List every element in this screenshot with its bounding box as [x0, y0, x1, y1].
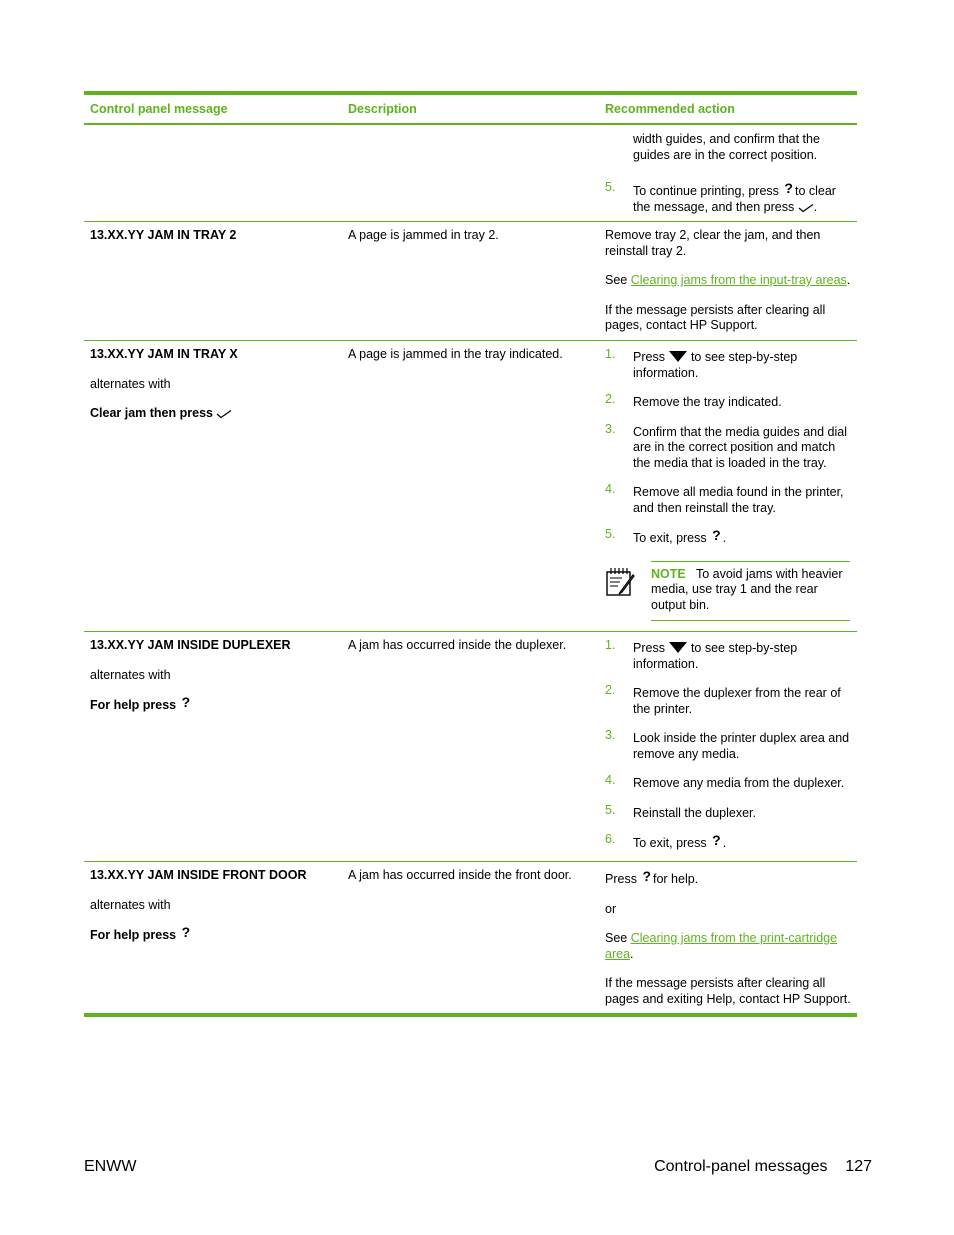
link-clearing-jams-input-tray[interactable]: Clearing jams from the input-tray areas [630, 273, 847, 287]
step-item [605, 728, 855, 762]
or-text: or [605, 901, 617, 916]
header-recommended-action: Recommended action [605, 102, 735, 116]
step-number: 4. [605, 773, 616, 787]
step-text: to see step-by-step information. [633, 350, 798, 380]
link-clearing-jams-print-cartridge[interactable]: Clearing jams from the print-cartridge area [605, 931, 838, 961]
footer-section-title: Control-panel messages [654, 1158, 828, 1175]
step-text: Remove the duplexer from the rear of the printer. [633, 686, 841, 716]
step-item [605, 773, 855, 792]
alternates-text: alternates with [90, 897, 171, 912]
step-item [605, 392, 855, 411]
step-number: 4. [605, 482, 616, 496]
table-row-jam-in-tray-x [84, 341, 857, 632]
message-alt-label: For help press [90, 928, 177, 942]
message-text: 13.XX.YY JAM INSIDE DUPLEXER [90, 638, 291, 652]
table-row-jam-inside-front-door [84, 862, 857, 1012]
step-text: . [813, 199, 818, 214]
see-suffix: . [630, 946, 634, 961]
down-arrow-icon [669, 642, 687, 653]
step-text: to clear the message, and then press [633, 184, 836, 214]
action-text [605, 868, 855, 888]
note-pad-icon [605, 565, 637, 597]
step-text: To continue printing, press [633, 184, 779, 198]
see-prefix: See [605, 931, 628, 945]
table-row-continuation [84, 125, 857, 222]
message-text: 13.XX.YY JAM IN TRAY 2 [90, 228, 237, 242]
step-text: to see step-by-step information. [633, 641, 798, 671]
alternates-text: alternates with [90, 667, 171, 682]
header-control-panel-message: Control panel message [90, 102, 228, 116]
note-callout [605, 561, 855, 622]
step-number: 6. [605, 832, 616, 846]
description-text: A jam has occurred inside the duplexer. [348, 638, 567, 652]
message-text: 13.XX.YY JAM INSIDE FRONT DOOR [90, 868, 307, 882]
step-item [605, 683, 855, 717]
step-text: . [722, 836, 727, 850]
message-text: 13.XX.YY JAM IN TRAY X [90, 347, 238, 361]
message-alt-label: For help press [90, 698, 177, 712]
message-alt-label: Clear jam then press [90, 406, 213, 420]
step-text: Press [633, 641, 665, 655]
checkmark-icon [798, 203, 814, 213]
step-number: 2. [605, 683, 616, 697]
press-text: for help. [653, 872, 699, 886]
step-text: Confirm that the media guides and dial are in the correct position and match the media that is loaded in the tray. [633, 424, 848, 470]
question-mark-icon: ? [784, 180, 793, 196]
message-text-alt [90, 406, 335, 422]
description-text: A page is jammed in the tray indicated. [348, 347, 563, 361]
description-text: A jam has occurred inside the front door. [348, 868, 572, 882]
description-text: A page is jammed in tray 2. [348, 228, 499, 242]
step-number: 5. [605, 802, 616, 817]
step-item [605, 527, 855, 547]
step-number: 2. [605, 392, 616, 406]
step-text: Remove any media from the duplexer. [633, 776, 845, 790]
table-bottom-rule [84, 1013, 857, 1017]
step-number: 3. [605, 728, 616, 742]
step-item [605, 638, 855, 672]
step-text: . [722, 531, 727, 545]
step-item [605, 347, 855, 381]
step-text: To exit, press [633, 836, 707, 850]
question-mark-icon: ? [181, 924, 191, 940]
step-text: Press [633, 350, 665, 364]
step-item [605, 421, 855, 472]
footer-right [654, 1158, 872, 1176]
continued-step-text: width guides, and confirm that the guides are in the correct position. [633, 132, 820, 162]
note-label: NOTE [651, 566, 686, 581]
see-reference [605, 931, 855, 962]
step-number: 3. [605, 421, 616, 436]
step-number: 5. [605, 180, 616, 194]
down-arrow-icon [669, 351, 687, 362]
step-number: 1. [605, 347, 616, 361]
step-text: To exit, press [633, 531, 707, 545]
message-text-alt [90, 924, 335, 944]
page-number: 127 [845, 1158, 872, 1175]
step-item [605, 832, 855, 852]
step-text: Remove the tray indicated. [633, 395, 782, 409]
step-text: Look inside the printer duplex area and remove any media. [633, 731, 850, 761]
table-top-rule [84, 91, 857, 95]
question-mark-icon: ? [181, 694, 191, 710]
see-reference [605, 273, 855, 289]
see-suffix: . [846, 273, 851, 287]
checkmark-icon [216, 409, 232, 419]
table-row-jam-inside-duplexer [84, 632, 857, 862]
step-text: Remove all media found in the printer, and then reinstall the tray. [633, 485, 844, 515]
action-text: If the message persists after clearing all pages, contact HP Support. [605, 302, 826, 332]
action-text: If the message persists after clearing all pages and exiting Help, contact HP Support. [605, 976, 851, 1006]
see-prefix: See [605, 273, 628, 287]
step-item [605, 482, 855, 516]
step-number: 5. [605, 527, 616, 541]
question-mark-icon: ? [642, 868, 651, 884]
question-mark-icon: ? [712, 527, 721, 543]
header-description: Description [348, 102, 417, 116]
step-item [605, 180, 855, 215]
note-text: To avoid jams with heavier media, use tray 1 and the rear output bin. [651, 566, 843, 612]
step-item [605, 802, 855, 822]
press-text: Press [605, 872, 637, 886]
table-row-jam-in-tray-2 [84, 222, 857, 341]
message-text-alt [90, 694, 335, 714]
step-text: Reinstall the duplexer. [633, 805, 756, 820]
step-number: 1. [605, 638, 616, 652]
alternates-text: alternates with [90, 376, 171, 391]
question-mark-icon: ? [712, 832, 721, 848]
footer-left-label: ENWW [84, 1158, 137, 1175]
action-text: Remove tray 2, clear the jam, and then reinstall tray 2. [605, 228, 821, 258]
